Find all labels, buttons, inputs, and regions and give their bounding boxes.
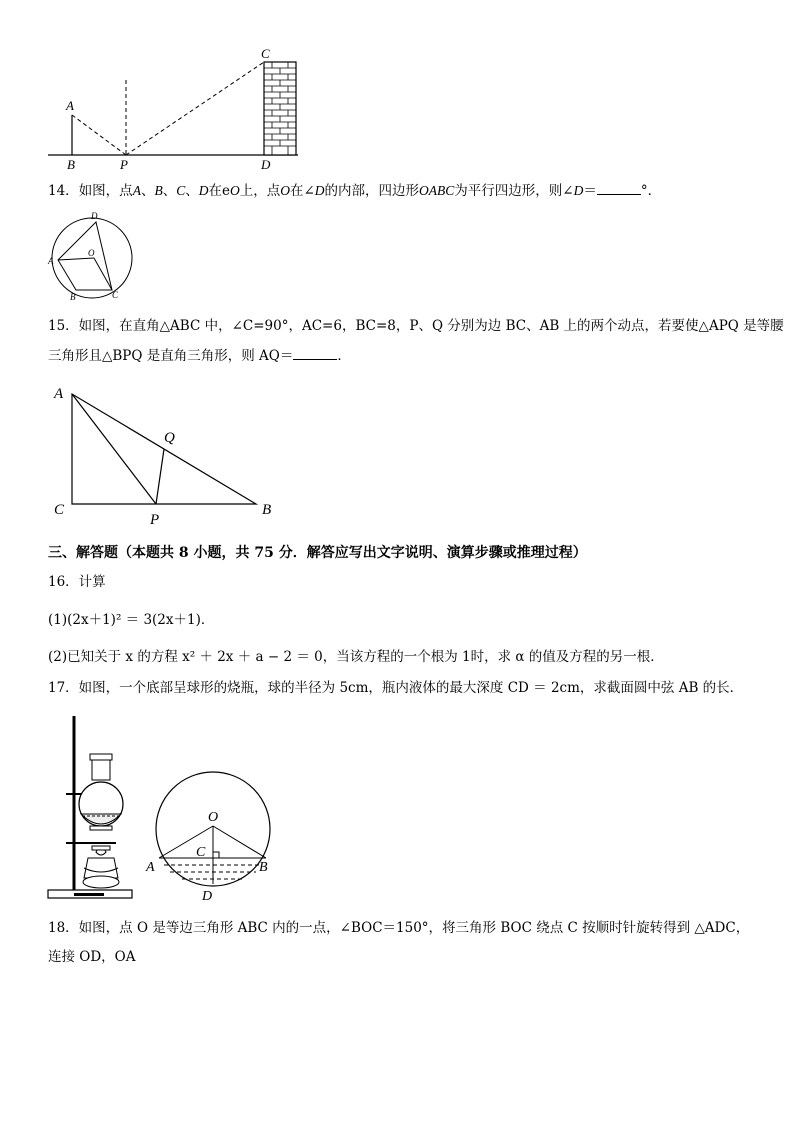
q14-circle-symbol: e	[221, 183, 230, 199]
label-O: O	[208, 810, 219, 825]
question-18-line1: 18．如图，点 O 是等边三角形 ABC 内的一点，∠BOC＝150°，将三角形 BOC 绕点 C 按顺时针旋转得到 △ADC，	[48, 920, 750, 936]
q14-var-O: O	[229, 183, 240, 198]
q15-text: ．	[337, 348, 351, 364]
label-A: A	[146, 860, 155, 875]
seg-OC	[94, 258, 112, 290]
label-C: C	[261, 46, 270, 61]
figure-q13	[40, 40, 320, 172]
question-16-title: 16．计算	[48, 574, 106, 590]
label-C: C	[196, 845, 206, 860]
q14-var-OABC: OABC	[419, 183, 455, 198]
question-16-part2: (2)已知关于 x 的方程 x² ＋ 2x ＋ a − 2 ＝ 0，当该方程的一个根为 1时，求 α 的值及方程的另一根．	[48, 649, 664, 665]
label-A: A	[66, 98, 74, 113]
right-angle-mark	[213, 852, 219, 858]
label-D: D	[261, 157, 271, 172]
dashed-AP	[72, 115, 126, 155]
q14-text: ＝	[583, 183, 597, 199]
q14-text: 上，点	[239, 183, 281, 199]
label-O: O	[88, 248, 95, 258]
dashed-PC	[126, 62, 264, 155]
label-P: P	[120, 157, 128, 172]
q14-var-D: D	[198, 183, 209, 198]
label-B: B	[262, 502, 272, 518]
question-15-line2	[48, 345, 351, 366]
label-C: C	[112, 290, 119, 300]
quad-ADCB	[58, 222, 112, 290]
q14-var-A: A	[132, 183, 141, 198]
figure-q17-flask	[44, 712, 144, 904]
question-15-line1: 15．如图，在直角△ABC 中，∠C=90°，AC=6，BC=8，P、Q 分别为边 BC、AB 上的两个动点，若要使△APQ 是等腰	[48, 318, 784, 334]
section-heading: 三、解答题（本题共 8 小题，共 75 分．解答应写出文字说明、演算步骤或推理过程）	[48, 545, 587, 561]
label-D: D	[202, 889, 213, 904]
q14-sep: 、	[185, 183, 199, 199]
q14-var-B: B	[154, 183, 163, 198]
brick-wall	[264, 62, 296, 155]
q14-answer-blank[interactable]	[597, 180, 641, 195]
label-B: B	[67, 157, 75, 172]
q14-text: °．	[640, 183, 662, 199]
q14-var-D: D	[573, 183, 584, 198]
q14-text: 的内部，四边形	[324, 183, 420, 199]
q15-answer-blank[interactable]	[293, 345, 337, 360]
seg-AP	[72, 394, 156, 504]
figure-q17-circle-section	[142, 768, 278, 906]
label-B: B	[259, 860, 268, 875]
q14-text: 在	[208, 183, 222, 199]
q14-text: 在∠	[289, 183, 315, 199]
q14-sep: 、	[162, 183, 177, 199]
q14-sep: 、	[140, 183, 155, 199]
label-A: A	[54, 386, 64, 402]
burner	[84, 858, 118, 878]
label-C: C	[54, 502, 65, 518]
question-18-line2: 连接 OD，OA	[48, 949, 136, 965]
label-B: B	[70, 292, 76, 302]
seg-OB	[213, 826, 266, 858]
q14-number: 14．	[48, 183, 79, 199]
figure-q14-circle	[46, 206, 138, 304]
label-D: D	[91, 211, 98, 221]
label-P: P	[150, 512, 160, 528]
seg-OA	[58, 258, 94, 260]
seg-PQ	[156, 449, 164, 504]
q14-text: 为平行四边形，则∠	[454, 183, 574, 199]
question-16-part1: (1)(2x＋1)² ＝ 3(2x＋1)．	[48, 612, 215, 628]
q14-var-O: O	[280, 183, 290, 198]
q15-text: 三角形且△BPQ 是直角三角形，则 AQ＝	[48, 348, 294, 364]
q14-text: 如图，点	[78, 183, 133, 199]
q14-var-D: D	[314, 183, 325, 198]
label-Q: Q	[164, 430, 175, 446]
figure-q15-triangle	[48, 382, 288, 528]
label-A: A	[48, 256, 54, 266]
q14-var-C: C	[176, 183, 186, 198]
question-17: 17．如图，一个底部呈球形的烧瓶，球的半径为 5cm，瓶内液体的最大深度 CD ＝ 2cm，求截面圆中弦 AB 的长．	[48, 680, 744, 696]
question-14	[48, 180, 661, 201]
